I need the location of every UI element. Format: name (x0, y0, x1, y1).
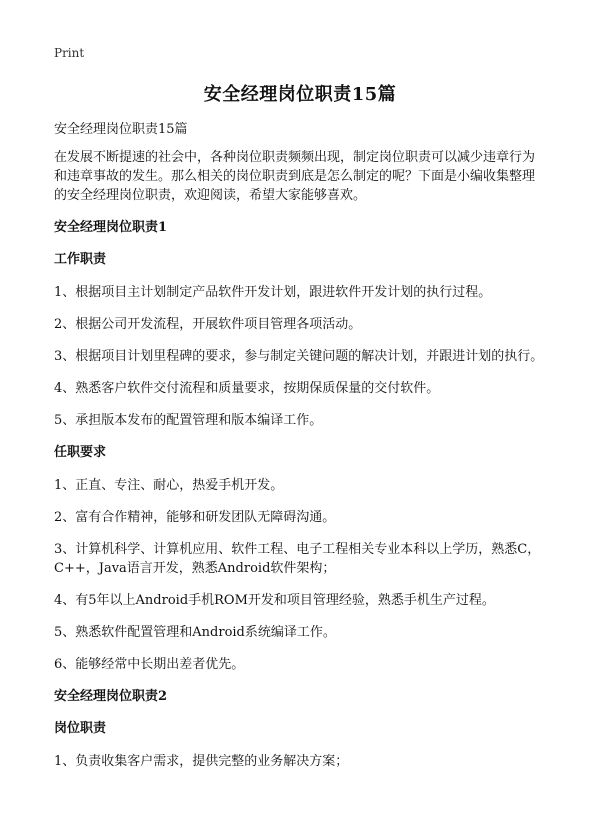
list-item: 1、负责收集客户需求，提供完整的业务解决方案； (54, 754, 349, 769)
document-body (54, 121, 546, 784)
document-subtitle: 安全经理岗位职责15篇 (54, 122, 188, 137)
section-heading-part2: 安全经理岗位职责2 (54, 689, 168, 704)
list-item: 5、承担版本发布的配置管理和版本编译工作。 (54, 413, 323, 428)
print-label: Print (54, 46, 85, 60)
subheading-requirements: 任职要求 (54, 445, 107, 460)
subheading-duties: 工作职责 (54, 252, 107, 267)
page-title: 安全经理岗位职责15篇 (203, 84, 397, 105)
list-item: 1、根据项目主计划制定产品软件开发计划，跟进软件开发计划的执行过程。 (54, 285, 492, 300)
list-item: 3、根据项目计划里程碑的要求，参与制定关键问题的解决计划，并跟进计划的执行。 (54, 349, 544, 364)
list-item: 4、有5年以上Android手机ROM开发和项目管理经验，熟悉手机生产过程。 (54, 593, 495, 608)
list-item: 5、熟悉软件配置管理和Android系统编译工作。 (54, 625, 336, 640)
list-item: 6、能够经常中长期出差者优先。 (54, 657, 245, 672)
list-item: 4、熟悉客户软件交付流程和质量要求，按期保质保量的交付软件。 (54, 381, 440, 396)
subheading-duties-2: 岗位职责 (54, 721, 107, 736)
list-item: 2、富有合作精神，能够和研发团队无障碍沟通。 (54, 510, 336, 525)
list-item: 2、根据公司开发流程，开展软件项目管理各项活动。 (54, 317, 362, 332)
intro-paragraph: 在发展不断提速的社会中，各种岗位职责频频出现，制定岗位职责可以减少违章行为和违章事故的发生。那么相关的岗位职责到底是怎么制定的呢？下面是小编收集整理的安全经理岗位职责，欢迎阅读，希望大家能够喜欢。 (54, 150, 536, 203)
list-item: 1、正直、专注、耐心，热爱手机开发。 (54, 478, 284, 493)
list-item: 3、计算机科学、计算机应用、软件工程、电子工程相关专业本科以上学历，熟悉C，C++，Java语言开发，熟悉Android软件架构； (54, 542, 541, 576)
section-heading-part1: 安全经理岗位职责1 (54, 220, 168, 235)
